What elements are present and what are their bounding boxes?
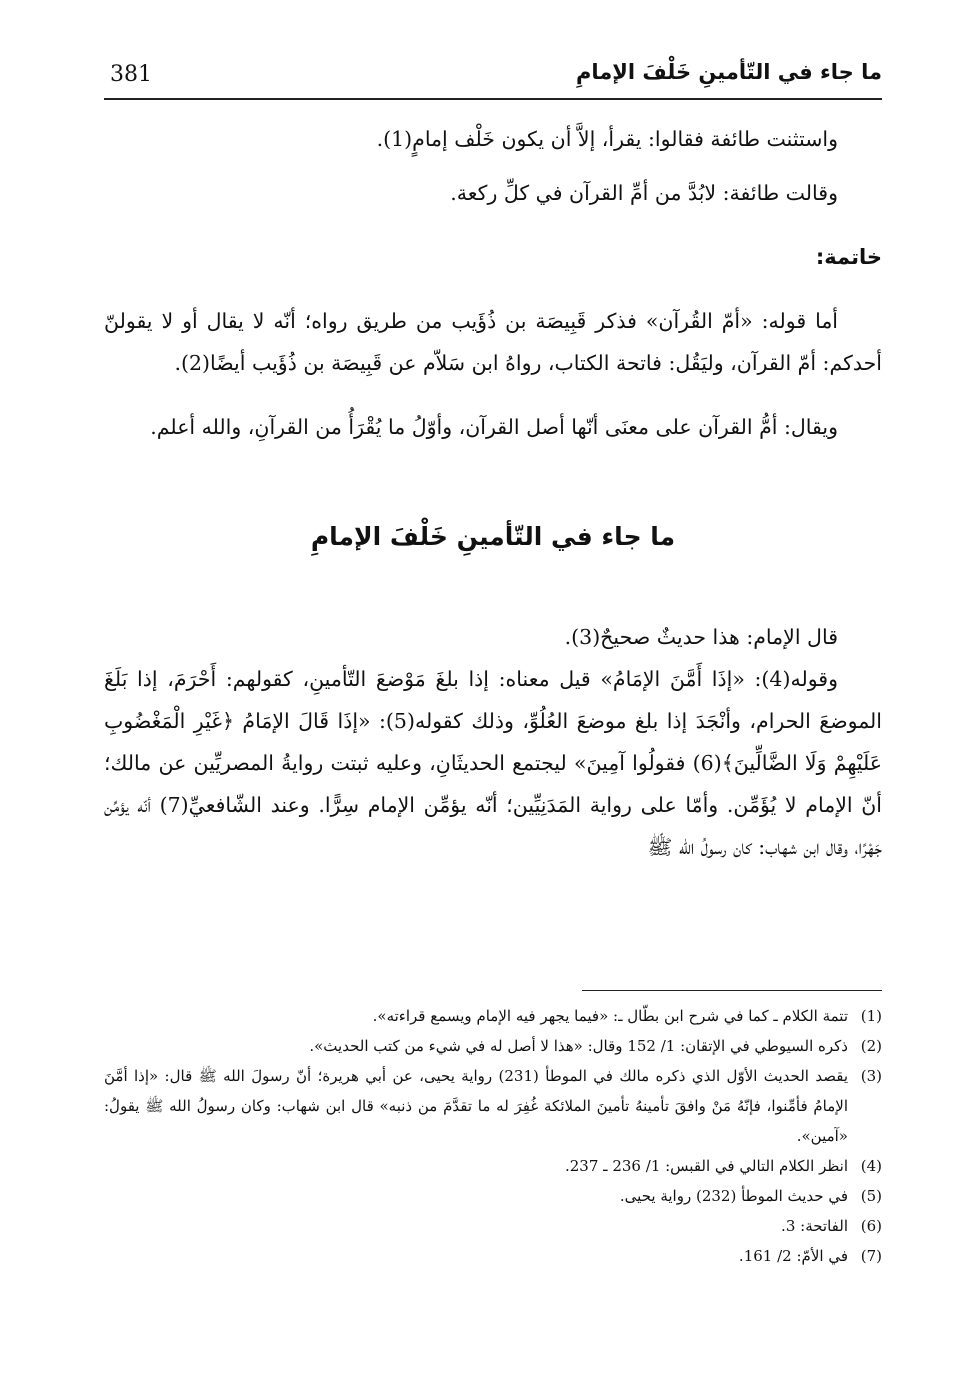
- subheading-khatima: خاتمة:: [815, 245, 882, 269]
- footnote-text: في الأمّ: 2/ 161.: [738, 1247, 848, 1265]
- footnote: [104, 1151, 882, 1181]
- paragraph: قال الإمام: هذا حديثٌ صحيحٌ(3).: [564, 625, 838, 649]
- footnote-number: (5): [860, 1187, 882, 1205]
- footnote: [104, 1211, 882, 1241]
- page-header: [104, 52, 882, 100]
- footnote: [104, 1031, 882, 1061]
- footnote-number: (1): [860, 1007, 882, 1025]
- footnote-text: ذكره السيوطي في الإتقان: 1/ 152 وقال: «هذا لا أصل له في شيء من كتب الحديث».: [309, 1037, 848, 1055]
- page-number: 381: [110, 62, 152, 87]
- footnotes: [104, 990, 882, 1271]
- footnote-number: (6): [860, 1217, 882, 1235]
- footnote: [104, 1241, 882, 1271]
- footnote: [104, 1061, 882, 1151]
- paragraph: ويقال: أمُّ القرآن على معنَى أنّها أصل القرآن، وأوّلُ ما يُقْرَأُ من القرآنِ، والله أعلم.: [150, 415, 838, 439]
- footnote: [104, 1181, 882, 1211]
- paragraph: واستثنت طائفة فقالوا: يقرأ، إلاَّ أن يكون خَلْف إمامٍ(1).: [376, 127, 838, 151]
- footnote-text: تتمة الكلام ـ كما في شرح ابن بطّال ـ: «فيما يجهر فيه الإمام ويسمع قراءته».: [372, 1007, 848, 1025]
- footnote-text: الفاتحة: 3.: [781, 1217, 848, 1235]
- paragraph: أما قوله: «أمّ القُرآن» فذكر قَبِيصَة بن ذُؤَيب من طريق رواه؛ أنّه لا يقال أو لا يقولنّ أحدكم: أمّ القرآن، وليَقُل: فاتحة الكتاب، رواهُ ابن سَلاّم عن قَبِيصَة بن ذُؤَيب أيضًا(2).: [104, 309, 882, 375]
- footnote-number: (2): [860, 1037, 882, 1055]
- footnote-rule: [582, 990, 882, 991]
- footnote-text: انظر الكلام التالي في القبس: 1/ 236 ـ 237.: [564, 1157, 848, 1175]
- footnote-number: (4): [860, 1157, 882, 1175]
- footnote-text: في حديث الموطأ (232) رواية يحيى.: [619, 1187, 848, 1205]
- main-text: [104, 118, 882, 868]
- footnote-text: يقصد الحديث الأوّل الذي ذكره مالك في الموطأ (231) رواية يحيى، عن أبي هريرة؛ أنّ رسولَ الله ﷺ قال: «إذا أمَّنَ الإمامُ فأمِّنوا، فإنّهُ مَنْ وافقَ تأمينهُ تأمينَ الملائكة غُفِرَ له ما تقدَّمَ من ذنبه» قال ابن شهاب: وكان رسولُ الله ﷺ يقولُ: «آمين».: [104, 1067, 848, 1145]
- section-heading: ما جاء في التّأمينِ خَلْفَ الإمامِ: [310, 522, 676, 551]
- footnote: [104, 1001, 882, 1031]
- paragraph: وقالت طائفة: لابُدَّ من أمِّ القرآن في كلِّ ركعة.: [450, 181, 838, 205]
- paragraph: وقوله(4): «إذَا أَمَّنَ الإمَامُ» قيل معناه: إذا بلغَ مَوْضعَ التّأمينِ، كقولهم: أَحْرَمَ، إذا بَلَغَ الموضعَ الحرام، وأنْجَدَ إذا بلغ موضعَ العُلُوِّ، وذلك كقوله(5): «إذَا قَالَ الإمَامُ ﴿غَيْرِ الْمَغْضُوبِ عَلَيْهِمْ وَلَا الضَّالِّينَ﴾(6) فقولُوا آمِينَ» ليجتمع الحديثَانِ، وعليه ثبتت روايةُ المصريِّين عن مالك؛ أنّ الإمام لا يُؤَمِّن. وأمّا على رواية المَدَنِيِّين؛ أنّه يؤمِّن الإمام سِرًّا. وعند الشّافعيِّ(7) أنّه يؤمِّن جَهْرًا، وقال ابن شهاب: كان رسولُ الله ﷺ: [104, 667, 883, 859]
- footnote-number: (3): [860, 1067, 882, 1085]
- footnote-number: (7): [860, 1247, 882, 1265]
- running-title: ما جاء في التّأمينِ خَلْفَ الإمامِ: [575, 60, 882, 84]
